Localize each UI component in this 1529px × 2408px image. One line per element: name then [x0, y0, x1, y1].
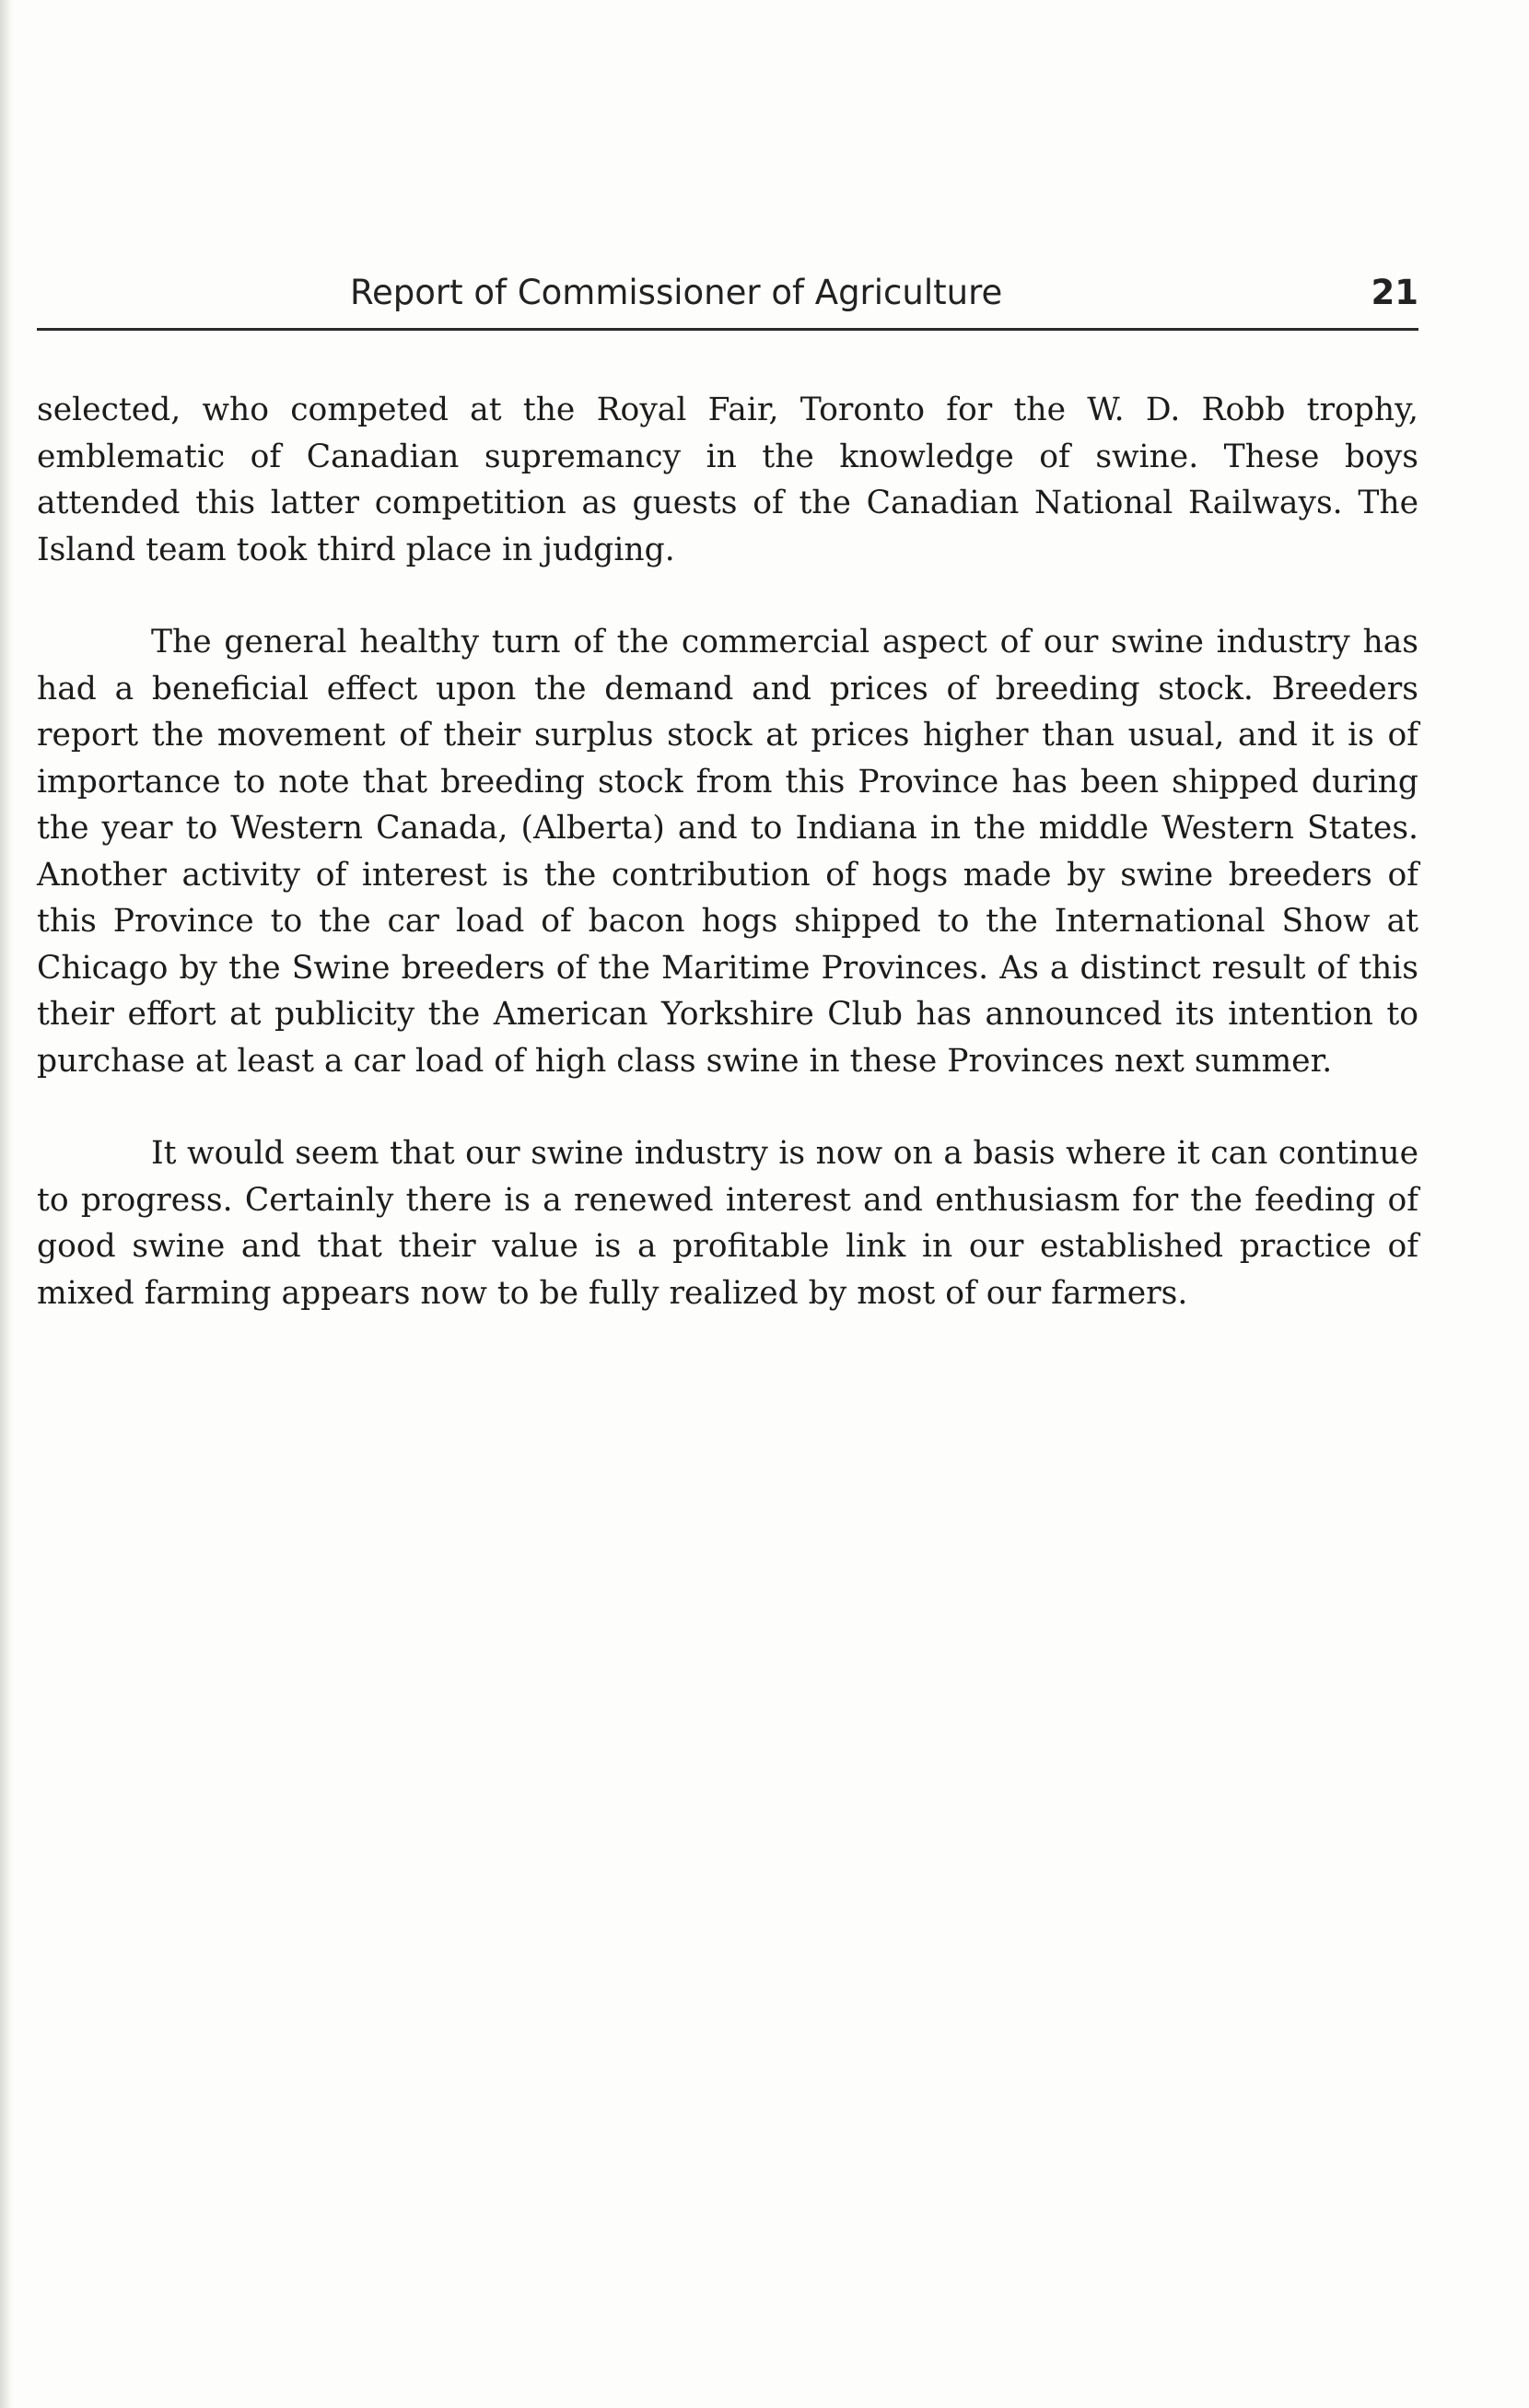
running-header	[37, 269, 1418, 328]
paragraph-swine-industry: The general healthy turn of the commercial aspect of our swine industry has had a beneficial effect upon the demand and prices of breeding stock. Breeders report the movement of their surplus stock at prices higher than usual, and it is of importance to note that breeding stock from this Province has been shipped during the year to Western Canada, (Alberta) and to Indiana in the middle Western States. Another activity of interest is the contribution of hogs made by swine breeders of this Province to the car load of bacon hogs shipped to the International Show at Chicago by the Swine breeders of the Maritime Provinces. As a distinct result of this their effort at publicity the American Yorkshire Club has announced its intention to purchase at least a car load of high class swine in these Provinces next summer.	[37, 624, 1418, 1080]
paragraph-continuation: selected, who competed at the Royal Fair, Toronto for the W. D. Robb trophy, emblematic of Canadian supremancy in the knowledge of swine. These boys attended this latter competition as guests of the Canadian National Railways. The Island team took third place in judging.	[37, 392, 1418, 568]
page-number: 21	[1371, 273, 1418, 312]
running-title: Report of Commissioner of Agriculture	[350, 273, 1003, 312]
body-text	[37, 387, 1418, 1316]
page-binding-edge	[0, 0, 13, 2408]
paragraph-conclusion: It would seem that our swine industry is now on a basis where it can continue to progress. Certainly there is a renewed interest and enthusiasm for the feeding of good swine and that their value is a profitable link in our established practice of mixed farming appears now to be fully realized by most of our farmers.	[37, 1135, 1418, 1312]
header-rule	[37, 328, 1418, 331]
